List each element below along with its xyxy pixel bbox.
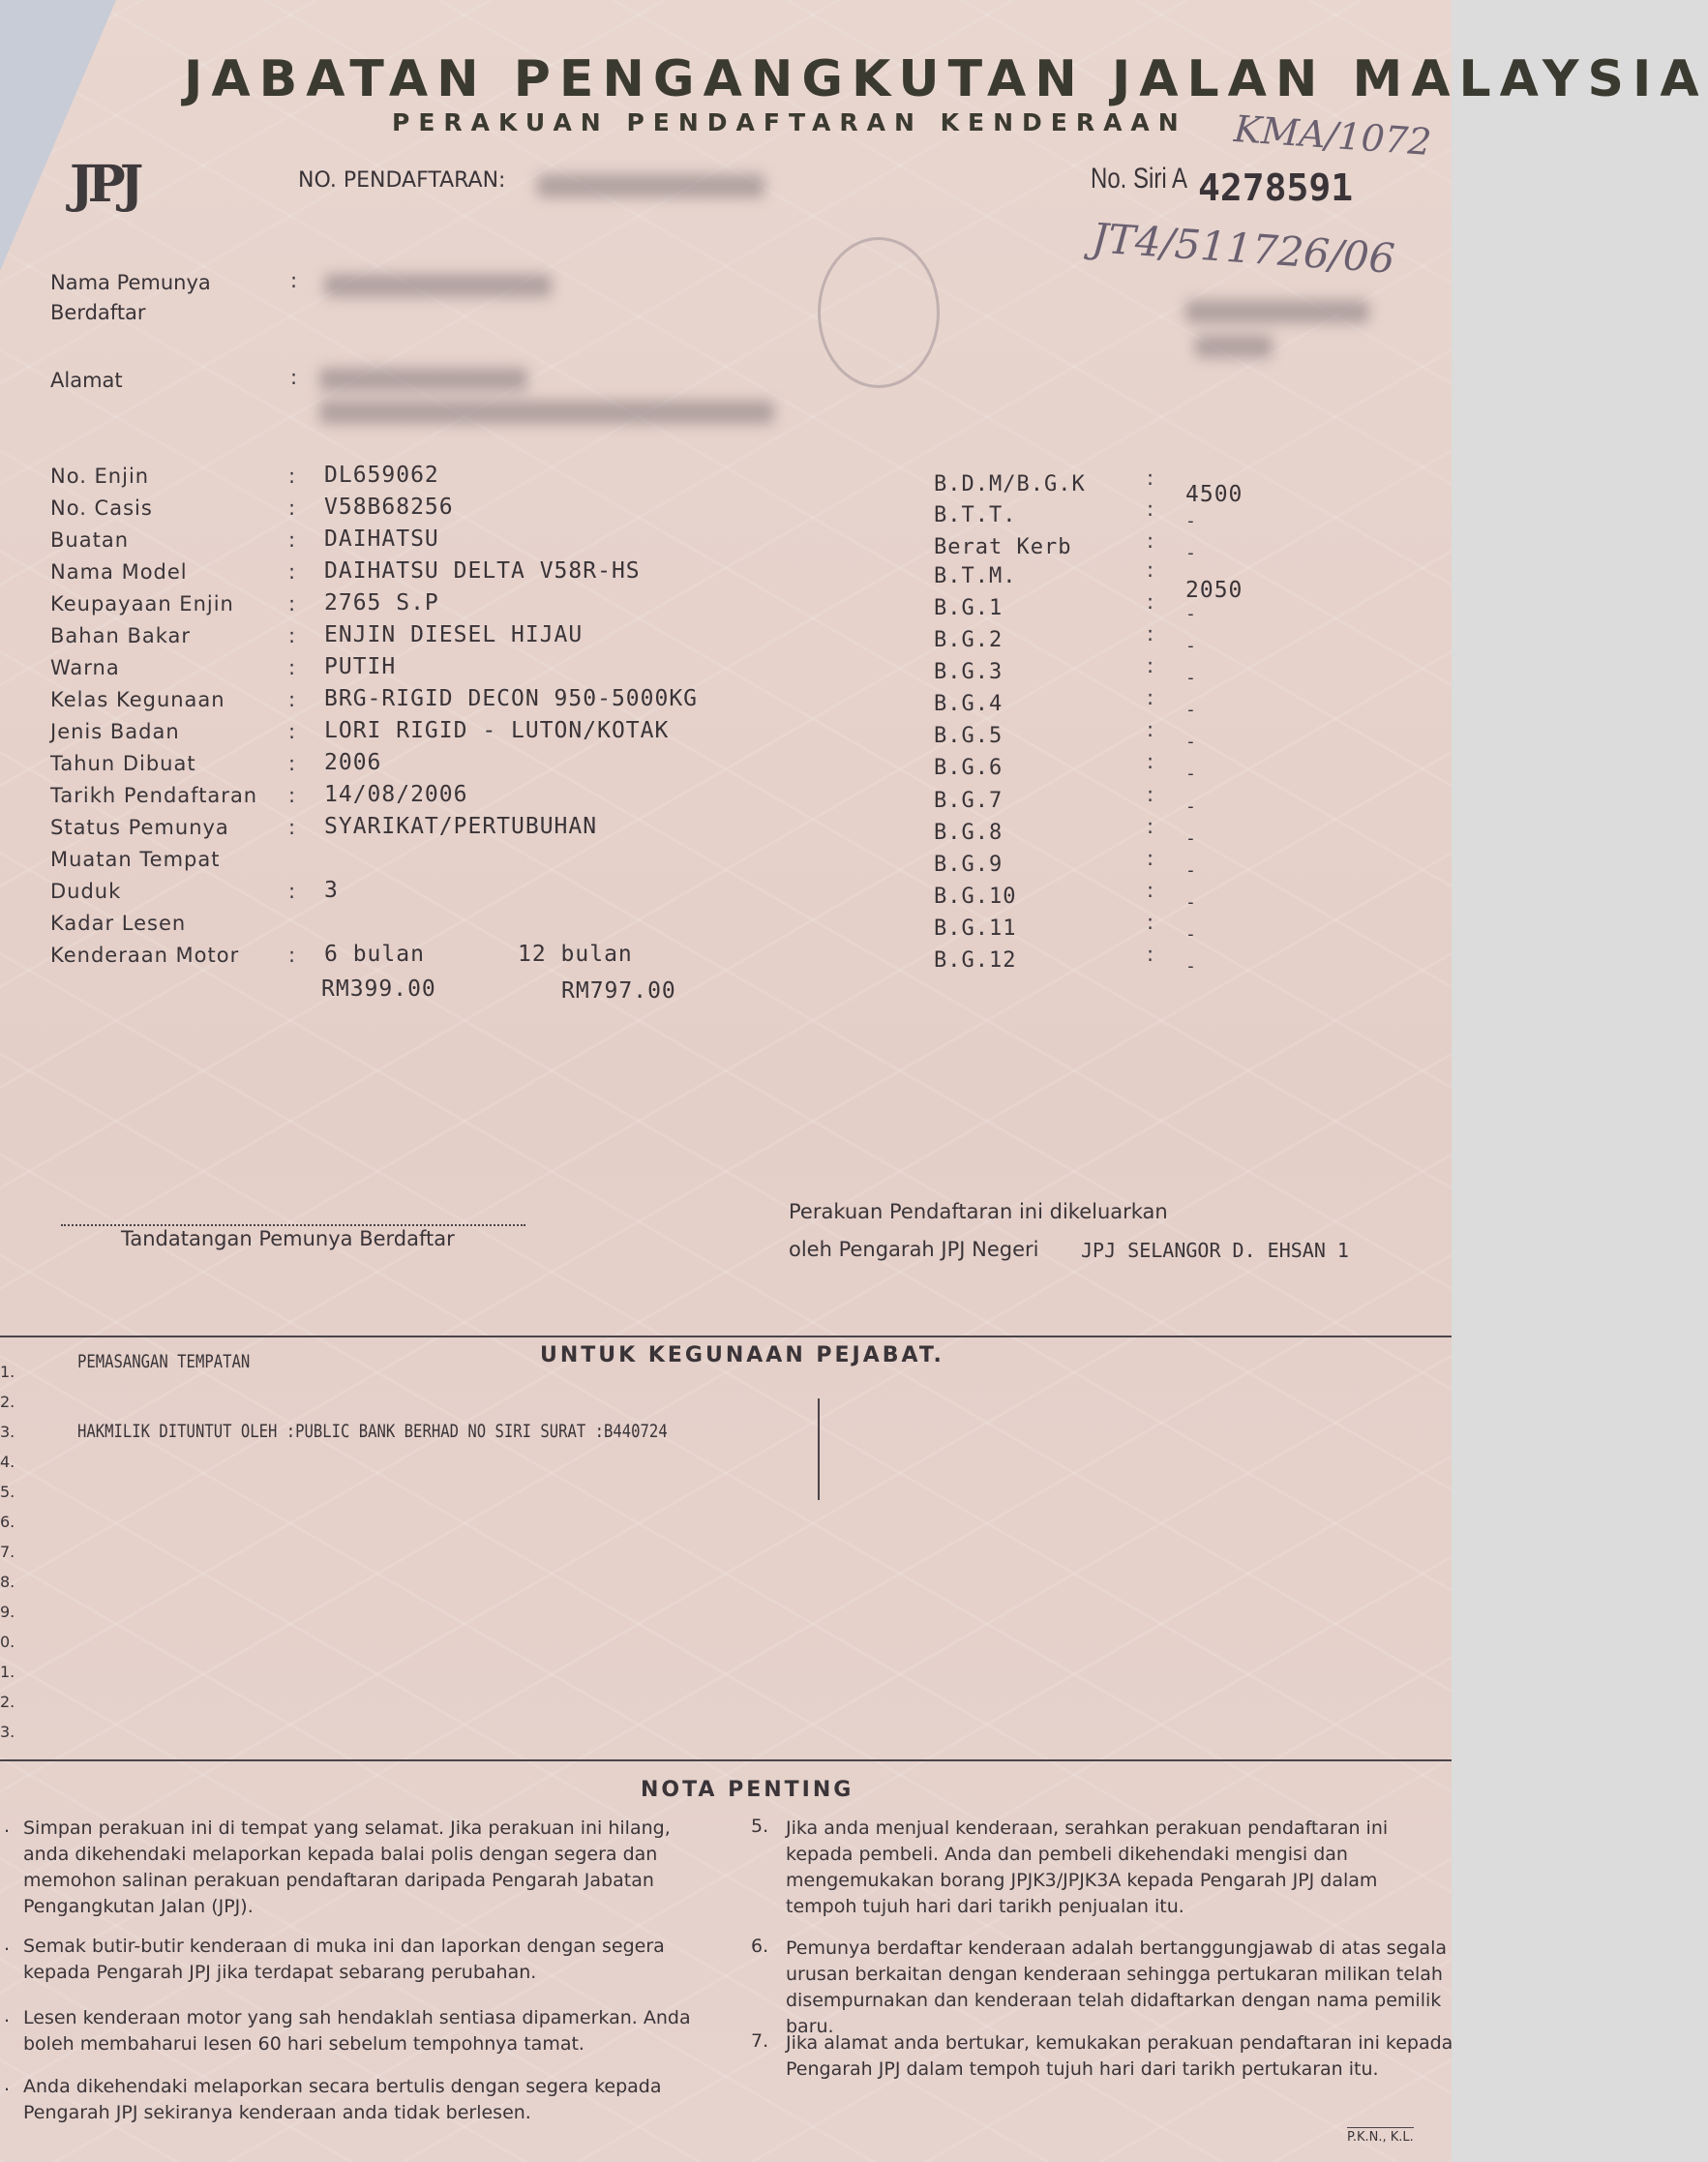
colon: : <box>288 816 296 839</box>
colon: : <box>288 465 296 488</box>
detail-label: Kadar Lesen <box>50 912 187 935</box>
weight-label: B.G.10 <box>934 885 1017 909</box>
weight-label: B.G.7 <box>934 789 1004 813</box>
weight-value: - <box>1185 604 1197 624</box>
weight-value: - <box>1185 828 1197 849</box>
detail-label: Kelas Kegunaan <box>50 688 225 711</box>
colon: : <box>1147 622 1154 646</box>
note-text: Jika anda menjual kenderaan, serahkan perakuan pendaftaran ini kepada pembeli. Anda dan pembeli dikehendaki mengisi dan mengemukakan borang JPJK3/JPJK3A kepada Pengarah JPJ dalam tempoh tujuh hari dari tarikh penjualan itu. <box>786 1817 1389 1917</box>
note-text: Semak butir-butir kenderaan di muka ini dan laporkan dengan segera kepada Pengarah JPJ jika terdapat sebarang perubahan. <box>23 1936 665 1983</box>
line-number: 3. <box>0 1723 15 1741</box>
note-text: Lesen kenderaan motor yang sah hendaklah sentiasa dipamerkan. Anda boleh membaharui lesen 60 hari sebelum tempohnya tamat. <box>23 2007 691 2055</box>
line-number: 2. <box>0 1693 15 1711</box>
weight-value: - <box>1185 636 1197 656</box>
colon: : <box>1147 497 1154 521</box>
note-text: Anda dikehendaki melaporkan secara bertulis dengan segera kepada Pengarah JPJ sekiranya kenderaan anda tidak berlesen. <box>23 2076 662 2123</box>
note-number: . <box>4 2074 11 2095</box>
owner-id-redacted-2 <box>1195 335 1273 358</box>
detail-value: 2765 S.P <box>324 590 439 616</box>
page-title: JABATAN PENGANGKUTAN JALAN MALAYSIA <box>184 50 1708 108</box>
detail-label: No. Casis <box>50 496 153 520</box>
line-number: 1. <box>0 1363 15 1381</box>
handwritten-note-top: KMA/1072 <box>1232 106 1433 165</box>
reg-number-redacted <box>537 174 764 197</box>
notes-heading: NOTA PENTING <box>641 1778 854 1802</box>
weight-label: B.T.T. <box>934 503 1017 527</box>
colon: : <box>288 496 296 520</box>
detail-value: DAIHATSU DELTA V58R-HS <box>324 558 641 584</box>
colon: : <box>1147 718 1154 741</box>
weight-label: Berat Kerb <box>934 535 1072 559</box>
footer-code: P.K.N., K.L. <box>1347 2127 1414 2145</box>
detail-label: No. Enjin <box>50 465 150 488</box>
detail-label: Keupayaan Enjin <box>50 592 234 616</box>
line-number: 2. <box>0 1393 15 1411</box>
weight-label: B.D.M/B.G.K <box>934 472 1086 496</box>
license-6-month-price: RM399.00 <box>321 976 436 1002</box>
weight-label: B.G.9 <box>934 853 1004 877</box>
colon: : <box>1147 783 1154 806</box>
colon: : <box>1147 654 1154 677</box>
colon: : <box>288 784 296 807</box>
weight-value: - <box>1185 511 1197 531</box>
line-number: 9. <box>0 1603 15 1621</box>
weight-value: - <box>1185 732 1197 752</box>
detail-label: Tarikh Pendaftaran <box>50 784 258 807</box>
reg-number-label: NO. PENDAFTARAN: <box>298 168 506 193</box>
note-number: 5. <box>751 1816 769 1837</box>
note-number: . <box>4 1934 11 1955</box>
weight-value: - <box>1185 543 1197 563</box>
detail-label: Nama Model <box>50 560 188 584</box>
handwritten-reference: JT4/511726/06 <box>1090 214 1396 283</box>
page-corner <box>0 0 116 271</box>
note-text: Jika alamat anda bertukar, kemukakan perakuan pendaftaran ini kepada Pengarah JPJ dalam tempoh tujuh hari dari tarikh pertukaran itu. <box>786 2032 1453 2080</box>
signature-label: Tandatangan Pemunya Berdaftar <box>121 1227 455 1250</box>
weight-label: B.G.2 <box>934 628 1004 652</box>
colon: : <box>1147 750 1154 773</box>
office-entry-1: PEMASANGAN TEMPATAN <box>77 1351 251 1372</box>
detail-label: Status Pemunya <box>50 816 229 839</box>
weight-label: B.G.12 <box>934 948 1017 973</box>
divider <box>0 1759 1452 1761</box>
weight-label: B.G.3 <box>934 660 1004 684</box>
colon: : <box>1147 590 1154 614</box>
colon: : <box>1147 686 1154 709</box>
colon: : <box>290 366 298 389</box>
detail-label: Muatan Tempat <box>50 848 221 871</box>
note-text: Simpan perakuan ini di tempat yang selamat. Jika perakuan ini hilang, anda dikehendaki melaporkan kepada balai polis dengan segera dan memohon salinan perakuan pendaftaran daripada Pengarah Jabatan Pengangkutan Jalan (JPJ). <box>23 1817 671 1917</box>
weight-value: - <box>1185 860 1197 881</box>
detail-value: 6 bulan <box>324 942 425 967</box>
note-number: 7. <box>751 2030 769 2052</box>
detail-label: Warna <box>50 656 120 679</box>
divider <box>0 1336 1452 1337</box>
colon: : <box>1147 847 1154 870</box>
detail-value: DAIHATSU <box>324 526 439 552</box>
office-use-heading: UNTUK KEGUNAAN PEJABAT. <box>540 1343 944 1367</box>
note-text: Pemunya berdaftar kenderaan adalah bertanggungjawab di atas segala urusan berkaitan dengan kenderaan sehingga pertukaran milikan telah disempurnakan dan kenderaan telah didaftarkan dengan nama pemilik baru. <box>786 1937 1447 2037</box>
signature-line <box>61 1224 525 1226</box>
weight-label: B.G.6 <box>934 756 1004 780</box>
line-number: 3. <box>0 1423 15 1441</box>
issuing-office: JPJ SELANGOR D. EHSAN 1 <box>1081 1239 1349 1262</box>
detail-value: V58B68256 <box>324 495 454 520</box>
detail-label: Tahun Dibuat <box>50 752 196 775</box>
owner-name-redacted <box>324 274 552 297</box>
weight-value: - <box>1185 924 1197 945</box>
detail-value: DL659062 <box>324 463 439 488</box>
note-number: . <box>4 2005 11 2027</box>
license-12-month-label: 12 bulan <box>518 942 633 967</box>
weight-value: - <box>1185 700 1197 720</box>
address-label: Alamat <box>50 369 123 392</box>
colon: : <box>288 624 296 647</box>
detail-label: Jenis Badan <box>50 720 180 743</box>
vertical-mark <box>818 1398 820 1500</box>
detail-label: Duduk <box>50 880 122 903</box>
detail-label: Buatan <box>50 528 129 552</box>
license-12-month-price: RM797.00 <box>561 978 676 1004</box>
line-number: 1. <box>0 1663 15 1681</box>
weight-label: B.G.1 <box>934 596 1004 620</box>
detail-value: PUTIH <box>324 654 397 679</box>
detail-value: 3 <box>324 878 339 903</box>
colon: : <box>288 720 296 743</box>
colon: : <box>1147 879 1154 902</box>
issued-text-2: oleh Pengarah JPJ Negeri <box>789 1238 1039 1261</box>
colon: : <box>1147 815 1154 838</box>
weight-value: 4500 <box>1185 482 1244 507</box>
jpj-logo: JPJ <box>70 155 138 214</box>
detail-value: LORI RIGID - LUTON/KOTAK <box>324 718 670 743</box>
weight-label: B.G.8 <box>934 821 1004 845</box>
colon: : <box>1147 558 1154 582</box>
line-number: 4. <box>0 1453 15 1471</box>
issued-text-1: Perakuan Pendaftaran ini dikeluarkan <box>789 1200 1168 1223</box>
office-entry-2: HAKMILIK DITUNTUT OLEH :PUBLIC BANK BERHAD NO SIRI SURAT :B440724 <box>77 1421 668 1442</box>
colon: : <box>288 880 296 903</box>
page-subtitle: PERAKUAN PENDAFTARAN KENDERAAN <box>392 108 1187 136</box>
faint-stamp <box>818 237 940 388</box>
weight-label: B.G.11 <box>934 916 1017 941</box>
weight-value: - <box>1185 764 1197 784</box>
line-number: 7. <box>0 1543 15 1561</box>
colon: : <box>288 592 296 616</box>
detail-label: Bahan Bakar <box>50 624 192 647</box>
colon: : <box>288 656 296 679</box>
weight-label: B.G.5 <box>934 724 1004 748</box>
detail-value: 2006 <box>324 750 382 775</box>
siri-number: 4278591 <box>1198 166 1354 209</box>
weight-label: B.G.4 <box>934 692 1004 716</box>
weight-value: - <box>1185 796 1197 817</box>
colon: : <box>288 944 296 967</box>
address-line-1-redacted <box>319 368 527 391</box>
owner-name-label: Nama Pemunya <box>50 271 211 294</box>
detail-value: BRG-RIGID DECON 950-5000KG <box>324 686 699 711</box>
colon: : <box>288 528 296 552</box>
colon: : <box>288 752 296 775</box>
colon: : <box>1147 911 1154 934</box>
siri-label: No. Siri A <box>1091 163 1188 195</box>
colon: : <box>288 688 296 711</box>
line-number: 8. <box>0 1573 15 1591</box>
owner-name-label-2: Berdaftar <box>50 301 146 324</box>
colon: : <box>288 560 296 584</box>
line-number: 6. <box>0 1513 15 1531</box>
address-line-2-redacted <box>319 401 774 424</box>
detail-value: SYARIKAT/PERTUBUHAN <box>324 814 598 839</box>
line-number: 5. <box>0 1483 15 1501</box>
colon: : <box>1147 529 1154 553</box>
detail-label: Kenderaan Motor <box>50 944 240 967</box>
weight-value: - <box>1185 892 1197 913</box>
note-number: . <box>4 1816 11 1837</box>
weight-label: B.T.M. <box>934 564 1017 588</box>
colon: : <box>290 269 298 292</box>
weight-value: - <box>1185 956 1197 976</box>
note-number: 6. <box>751 1936 769 1957</box>
detail-value: 14/08/2006 <box>324 782 468 807</box>
detail-value: ENJIN DIESEL HIJAU <box>324 622 584 647</box>
weight-value: - <box>1185 668 1197 688</box>
owner-id-redacted <box>1185 300 1369 323</box>
line-number: 0. <box>0 1633 15 1651</box>
colon: : <box>1147 466 1154 490</box>
colon: : <box>1147 943 1154 966</box>
weight-value: 2050 <box>1185 578 1244 603</box>
